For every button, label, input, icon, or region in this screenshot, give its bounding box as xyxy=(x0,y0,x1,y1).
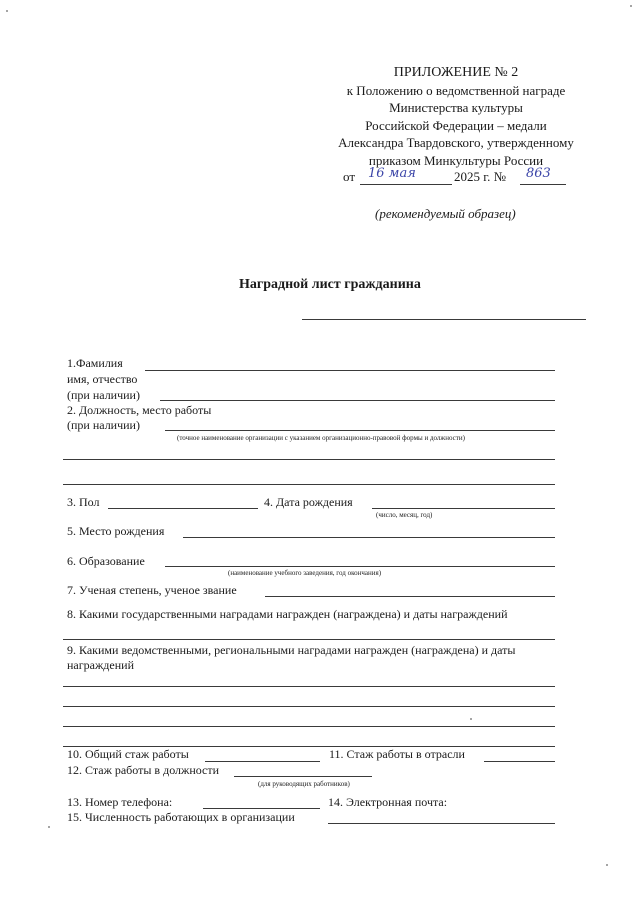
handwritten-date: 16 мая xyxy=(368,166,416,181)
position-line-2[interactable] xyxy=(63,459,555,460)
field-dept-awards-label-2: награждений xyxy=(67,658,134,672)
header-line-3: Российской Федерации – медали xyxy=(365,117,547,133)
scan-speck xyxy=(6,10,8,12)
field-gender-label: 3. Пол xyxy=(67,495,100,509)
phone-line[interactable] xyxy=(203,808,320,809)
sample-note: (рекомендуемый образец) xyxy=(375,206,516,221)
position-caption: (точное наименование организации с указанием организационно-правовой формы и должности) xyxy=(177,434,465,442)
total-exp-line[interactable] xyxy=(205,761,320,762)
field-position-exp-label: 12. Стаж работы в должности xyxy=(67,763,220,777)
surname-line[interactable] xyxy=(145,370,555,371)
header-line-4: Александра Твардовского, утвержденному xyxy=(338,135,574,150)
scan-speck xyxy=(470,718,472,720)
position-exp-line[interactable] xyxy=(234,776,372,777)
header-line-5: приказом Минкультуры России xyxy=(368,152,544,168)
position-exp-caption: (для руководящих работников) xyxy=(258,780,350,788)
field-name-label: имя, отчество xyxy=(67,372,138,386)
field-optional-label: (при наличии) xyxy=(67,388,140,402)
field-education-label: 6. Образование xyxy=(67,554,145,568)
name-line[interactable] xyxy=(160,400,555,401)
scan-speck xyxy=(606,864,608,866)
birthdate-line[interactable] xyxy=(372,508,555,509)
position-line-3[interactable] xyxy=(63,484,555,485)
handwritten-number: 863 xyxy=(526,166,551,181)
header-line-1: к Положению о ведомственной награде xyxy=(346,82,566,98)
form-title: Наградной лист гражданина xyxy=(239,277,421,292)
appendix-header xyxy=(300,64,612,169)
position-line[interactable] xyxy=(165,430,555,431)
appendix-title: ПРИЛОЖЕНИЕ № 2 xyxy=(393,65,519,80)
field-birthdate-label: 4. Дата рождения xyxy=(264,495,353,509)
gender-line[interactable] xyxy=(108,508,258,509)
state-awards-line[interactable] xyxy=(63,639,555,640)
dept-awards-line-2[interactable] xyxy=(63,706,555,707)
field-phone-label: 13. Номер телефона: xyxy=(67,795,173,809)
dept-awards-line-3[interactable] xyxy=(63,726,555,727)
scan-speck xyxy=(48,826,50,828)
birthdate-caption: (число, месяц, год) xyxy=(376,511,433,519)
field-dept-awards-label: 9. Какими ведомственными, региональными наградами награжден (награждена) и даты xyxy=(67,643,516,657)
field-total-exp-label: 10. Общий стаж работы xyxy=(67,747,189,761)
date-year: 2025 г. № xyxy=(454,169,507,184)
field-staff-count-label: 15. Численность работающих в организации xyxy=(67,810,295,824)
staff-count-line[interactable] xyxy=(328,823,555,824)
birthplace-line[interactable] xyxy=(183,537,555,538)
field-degree-label: 7. Ученая степень, ученое звание xyxy=(67,583,237,597)
number-underline xyxy=(520,184,566,185)
date-underline xyxy=(360,184,452,185)
field-industry-exp-label: 11. Стаж работы в отрасли xyxy=(329,747,465,761)
header-line-2: Министерства культуры xyxy=(389,100,523,115)
title-underline xyxy=(302,319,586,320)
field-email-label: 14. Электронная почта: xyxy=(328,795,448,809)
industry-exp-line[interactable] xyxy=(484,761,555,762)
degree-line[interactable] xyxy=(265,596,555,597)
date-prefix: от xyxy=(343,169,356,184)
field-birthplace-label: 5. Место рождения xyxy=(67,524,165,538)
dept-awards-line-1[interactable] xyxy=(63,686,555,687)
field-state-awards-label: 8. Какими государственными наградами награжден (награждена) и даты награждений xyxy=(67,607,508,621)
education-caption: (наименование учебного заведения, год окончания) xyxy=(228,569,382,577)
field-position-label: 2. Должность, место работы xyxy=(67,403,212,417)
field-surname-label: 1.Фамилия xyxy=(67,356,123,370)
field-position-optional: (при наличии) xyxy=(67,418,140,432)
scan-speck xyxy=(630,5,632,7)
education-line[interactable] xyxy=(165,566,555,567)
